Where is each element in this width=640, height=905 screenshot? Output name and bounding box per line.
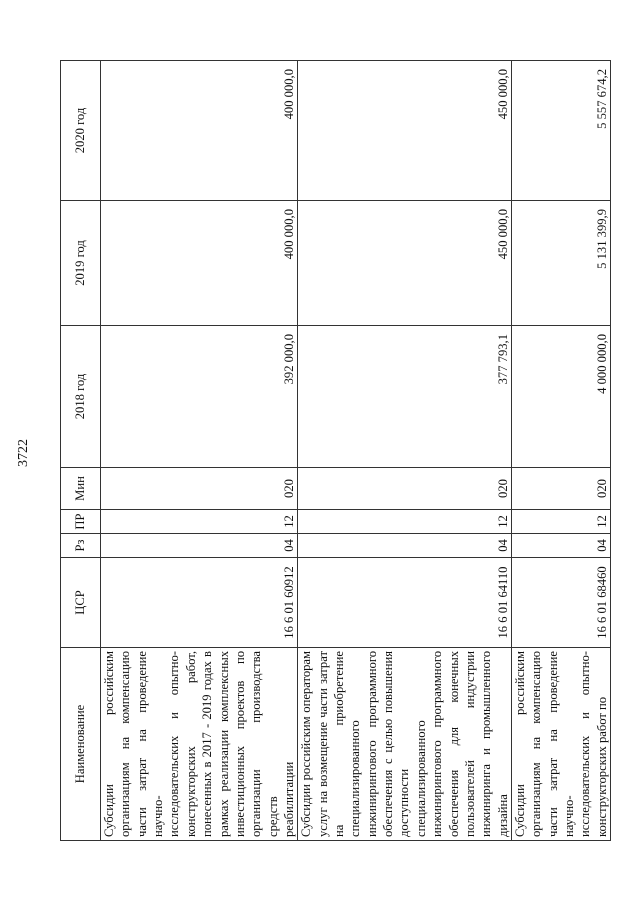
name-line: реабилитации (281, 761, 296, 837)
table-row (298, 61, 512, 841)
name-line: исследовательских и опытно- (578, 651, 593, 837)
name-line: доступности специализированного (397, 720, 428, 837)
header-2019: 2019 год (61, 201, 101, 326)
row-csr: 16 6 01 68460 (511, 558, 610, 648)
name-line: организации производства средств (249, 651, 280, 837)
name-line: части затрат на проведение научно- (545, 651, 577, 837)
name-line: рамках реализации комплексных (216, 651, 231, 837)
header-min: Мин (61, 468, 101, 510)
name-line: дизайна (495, 794, 510, 837)
name-line: услуг на возмещение части затрат (315, 651, 330, 837)
header-pr: ПР (61, 510, 101, 534)
row-2018: 4 000 000,0 (511, 326, 610, 468)
row-pr: 12 (298, 510, 512, 534)
header-csr: ЦСР (61, 558, 101, 648)
row-2020: 450 000,0 (298, 61, 512, 201)
row-name (298, 648, 512, 841)
header-2018: 2018 год (61, 326, 101, 468)
name-line: инжиниринга и промышленного (479, 651, 494, 837)
name-line: инжинирингового программного (430, 651, 445, 837)
row-pr: 12 (101, 510, 298, 534)
row-name (511, 648, 610, 841)
name-line: организациям на компенсацию (118, 651, 133, 837)
name-line: конструкторских работ по (594, 696, 609, 837)
row-rz: 04 (298, 534, 512, 558)
row-2020: 400 000,0 (101, 61, 298, 201)
name-line: пользователей индустрии (462, 651, 477, 837)
name-line: инжинирингового программного (364, 651, 379, 837)
row-min: 020 (298, 468, 512, 510)
row-2019: 400 000,0 (101, 201, 298, 326)
name-line: обеспечения для конечных (446, 651, 461, 837)
row-csr: 16 6 01 60912 (101, 558, 298, 648)
name-line: специализированного (348, 720, 363, 837)
name-line: на приобретение (332, 651, 347, 837)
table-header-row (61, 61, 101, 841)
row-2018: 392 000,0 (101, 326, 298, 468)
header-rz: Рз (61, 534, 101, 558)
header-name: Наименование (61, 648, 101, 841)
name-line: исследовательских и опытно- (167, 651, 182, 837)
budget-table (60, 60, 611, 841)
name-line: организациям на компенсацию (529, 651, 544, 837)
row-csr: 16 6 01 64110 (298, 558, 512, 648)
name-line: обеспечения с целью повышения (381, 651, 396, 837)
row-min: 020 (511, 468, 610, 510)
name-line: Субсидии российским (102, 651, 116, 837)
row-pr: 12 (511, 510, 610, 534)
row-rz: 04 (101, 534, 298, 558)
table-row (101, 61, 298, 841)
row-name (101, 648, 298, 841)
row-rz: 04 (511, 534, 610, 558)
rotated-table-container (60, 61, 609, 841)
page-number-strip (0, 0, 48, 905)
row-2019: 450 000,0 (298, 201, 512, 326)
name-line: инвестиционных проектов по (232, 651, 247, 837)
row-2019: 5 131 399,9 (511, 201, 610, 326)
row-2018: 377 793,1 (298, 326, 512, 468)
header-2020: 2020 год (61, 61, 101, 201)
name-line: Субсидии российским (512, 651, 527, 837)
table-row (511, 61, 610, 841)
name-line: части затрат на проведение научно- (134, 651, 166, 837)
row-min: 020 (101, 468, 298, 510)
name-line: конструкторских работ, (183, 651, 198, 837)
name-line: понесенных в 2017 - 2019 годах в (200, 651, 215, 837)
row-2020: 5 557 674,2 (511, 61, 610, 201)
page-number: 3722 (16, 438, 31, 467)
name-line: Субсидии российским операторам (299, 651, 314, 837)
